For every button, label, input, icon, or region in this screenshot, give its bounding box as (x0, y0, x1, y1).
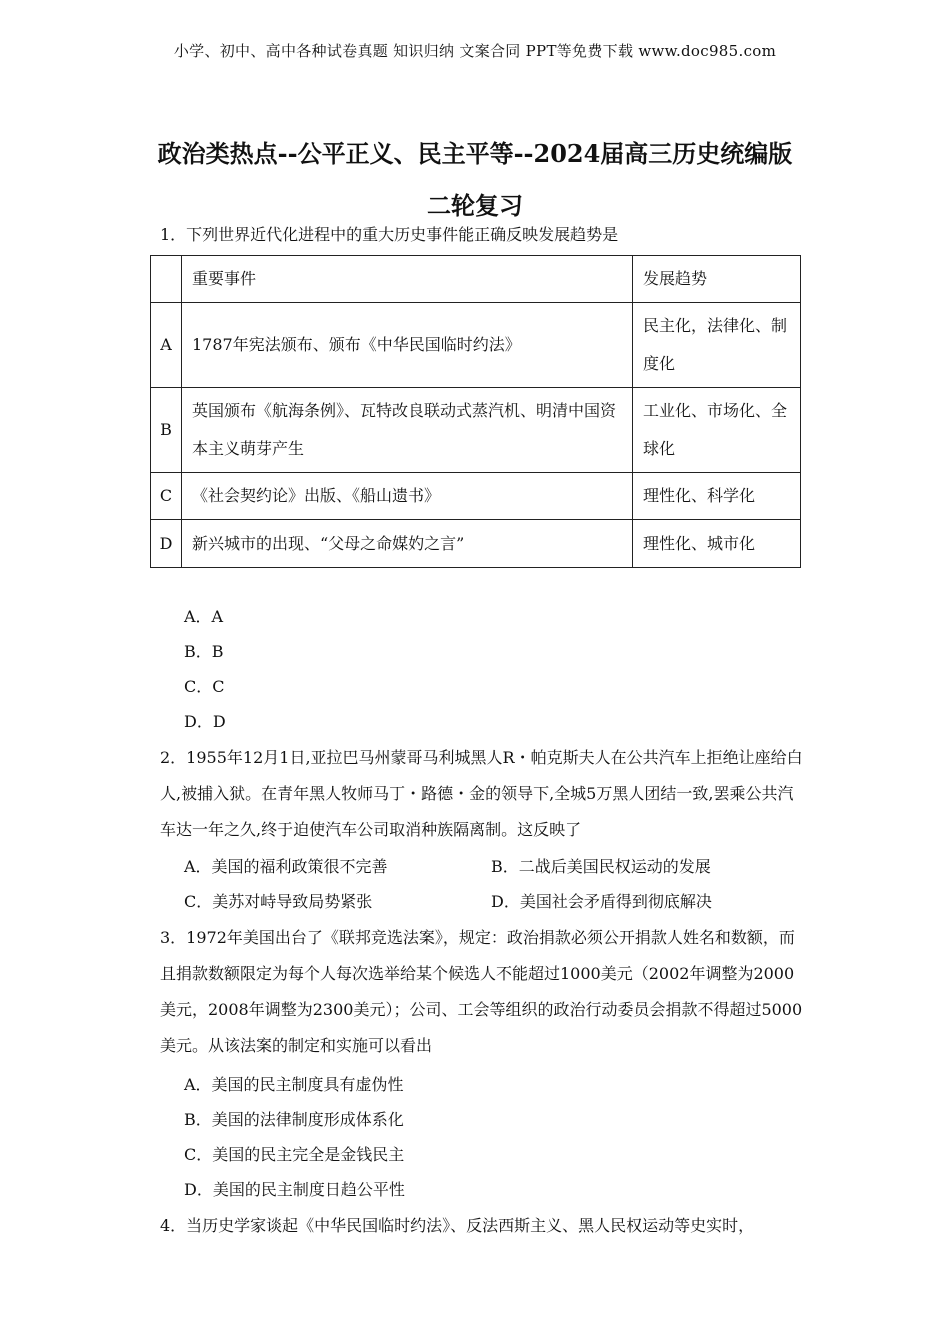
question-1-table (150, 255, 801, 568)
q1-option-d: D．D (184, 712, 226, 731)
question-4-stem: 4．当历史学家谈起《中华民国临时约法》、反法西斯主义、黑人民权运动等史实时， (160, 1216, 755, 1235)
row-event: 英国颁布《航海条例》、瓦特改良联动式蒸汽机、明清中国资本主义萌芽产生 (182, 388, 633, 473)
row-event: 新兴城市的出现、“父母之命媒妁之言” (182, 520, 633, 568)
table-header-row (151, 256, 801, 303)
q1-option-b: B．B (184, 642, 224, 661)
row-trend: 理性化、城市化 (633, 520, 801, 568)
q2-option-b: B．二战后美国民权运动的发展 (491, 857, 711, 876)
q3-option-b: B．美国的法律制度形成体系化 (184, 1110, 404, 1129)
question-3-stem: 3．1972年美国出台了《联邦竞选法案》，规定：政治捐款必须公开捐款人姓名和数额，而且捐款数额限定为每个人每次选举给某个候选人不能超过1000美元（2002年调整为2000美元，2008年调整为2300美元）；公司、工会等组织的政治行动委员会捐款不得超过5000美元。从该法案的制定和实施可以看出 (160, 928, 803, 1055)
row-letter: C (151, 473, 182, 520)
question-2-stem: 2．1955年12月1日,亚拉巴马州蒙哥马利城黑人R・帕克斯夫人在公共汽车上拒绝让座给白人,被捕入狱。在青年黑人牧师马丁・路德・金的领导下,全城5万黑人团结一致,罢乘公共汽车达一年之久,终于迫使汽车公司取消种族隔离制。这反映了 (160, 748, 803, 839)
row-letter: B (151, 388, 182, 473)
q1-option-c: C．C (184, 677, 225, 696)
page-header: 小学、初中、高中各种试卷真题 知识归纳 文案合同 PPT等免费下载 www.doc985.com (173, 42, 777, 60)
q3-option-a: A．美国的民主制度具有虚伪性 (184, 1075, 404, 1094)
table-row (151, 388, 801, 473)
q2-option-a: A．美国的福利政策很不完善 (184, 857, 388, 876)
question-1-stem: 1．下列世界近代化进程中的重大历史事件能正确反映发展趋势是 (160, 225, 619, 244)
row-letter: A (151, 303, 182, 388)
table-header-cell (151, 256, 182, 303)
table-row (151, 303, 801, 388)
row-event: 《社会契约论》出版、《船山遗书》 (182, 473, 633, 520)
table-header-cell: 发展趋势 (633, 256, 801, 303)
table-row (151, 520, 801, 568)
row-trend: 理性化、科学化 (633, 473, 801, 520)
q1-option-a: A．A (184, 607, 224, 626)
title-line-1: 政治类热点--公平正义、民主平等--2024届高三历史统编版 (157, 139, 793, 168)
table-header-cell: 重要事件 (182, 256, 633, 303)
q2-option-c: C．美苏对峙导致局势紧张 (184, 892, 373, 911)
table-row (151, 473, 801, 520)
row-trend: 工业化、市场化、全球化 (633, 388, 801, 473)
row-trend: 民主化，法律化、制度化 (633, 303, 801, 388)
q3-option-c: C．美国的民主完全是金钱民主 (184, 1145, 405, 1164)
title-line-2: 二轮复习 (427, 191, 523, 220)
q2-option-d: D．美国社会矛盾得到彻底解决 (491, 892, 712, 911)
q3-option-d: D．美国的民主制度日趋公平性 (184, 1180, 405, 1199)
row-letter: D (151, 520, 182, 568)
row-event: 1787年宪法颁布、颁布《中华民国临时约法》 (182, 303, 633, 388)
